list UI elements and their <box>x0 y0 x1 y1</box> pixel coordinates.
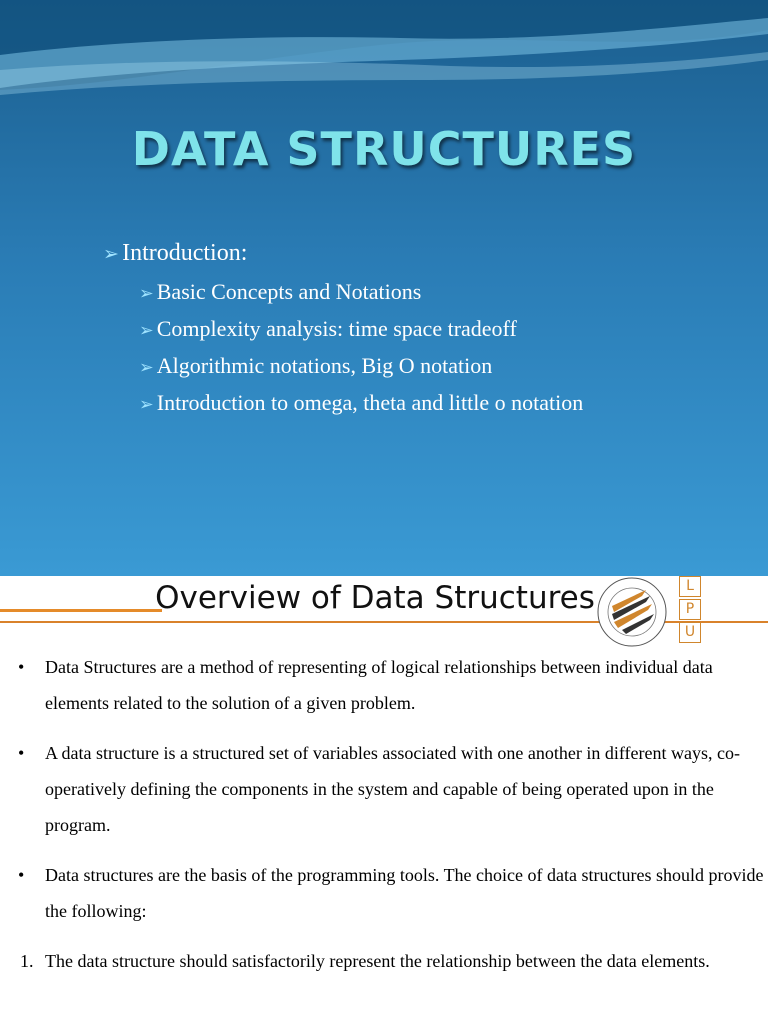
bullet-marker: • <box>18 865 25 885</box>
bullet-paragraph <box>0 649 768 721</box>
bullet-text: Algorithmic notations, Big O notation <box>156 353 493 378</box>
sub-bullet-item <box>139 273 583 310</box>
decorative-waves <box>0 0 768 110</box>
paragraph-text: A data structure is a structured set of variables associated with one another in different ways, co-operatively defining the components in the system and capable of being operated upon in the program. <box>45 743 740 835</box>
bullet-marker: • <box>18 743 25 763</box>
paragraph-text: The data structure should satisfactorily represent the relationship between the data elements. <box>45 951 710 971</box>
sub-bullet-item <box>139 384 583 421</box>
arrow-bullet-icon: ➢ <box>139 357 154 377</box>
bullet-item <box>103 240 583 267</box>
bullet-text: Complexity analysis: time space tradeoff <box>156 316 517 341</box>
bullet-text: Introduction to omega, theta and little o notation <box>156 390 584 415</box>
arrow-bullet-icon: ➢ <box>139 320 154 340</box>
lpu-emblem-icon <box>596 576 668 648</box>
numbered-paragraph <box>0 943 768 979</box>
slide-title: Overview of Data Structures <box>155 580 595 616</box>
bullet-paragraph <box>0 857 768 929</box>
paragraph-text: Data Structures are a method of representing of logical relationships between individual data elements related to the solution of a given problem. <box>45 657 713 713</box>
intro-bullet-list <box>103 240 583 421</box>
bullet-marker: • <box>18 657 25 677</box>
paragraph-text: Data structures are the basis of the programming tools. The choice of data structures should provide the following: <box>45 865 764 921</box>
arrow-bullet-icon: ➢ <box>139 283 154 303</box>
slide-2 <box>0 576 768 1024</box>
overview-content <box>0 649 768 993</box>
lpu-letters <box>679 576 701 645</box>
sub-bullet-item <box>139 310 583 347</box>
logo-letter: L <box>679 576 701 597</box>
sub-bullet-item <box>139 347 583 384</box>
bullet-paragraph <box>0 735 768 843</box>
slide-title: DATA STRUCTURES <box>131 122 637 176</box>
number-marker: 1. <box>20 951 34 971</box>
arrow-bullet-icon: ➢ <box>139 394 154 414</box>
logo-letter: P <box>679 599 701 620</box>
bullet-text: Basic Concepts and Notations <box>156 279 422 304</box>
arrow-bullet-icon: ➢ <box>103 244 120 265</box>
logo-letter: U <box>679 622 701 643</box>
bullet-text: Introduction: <box>122 240 248 266</box>
